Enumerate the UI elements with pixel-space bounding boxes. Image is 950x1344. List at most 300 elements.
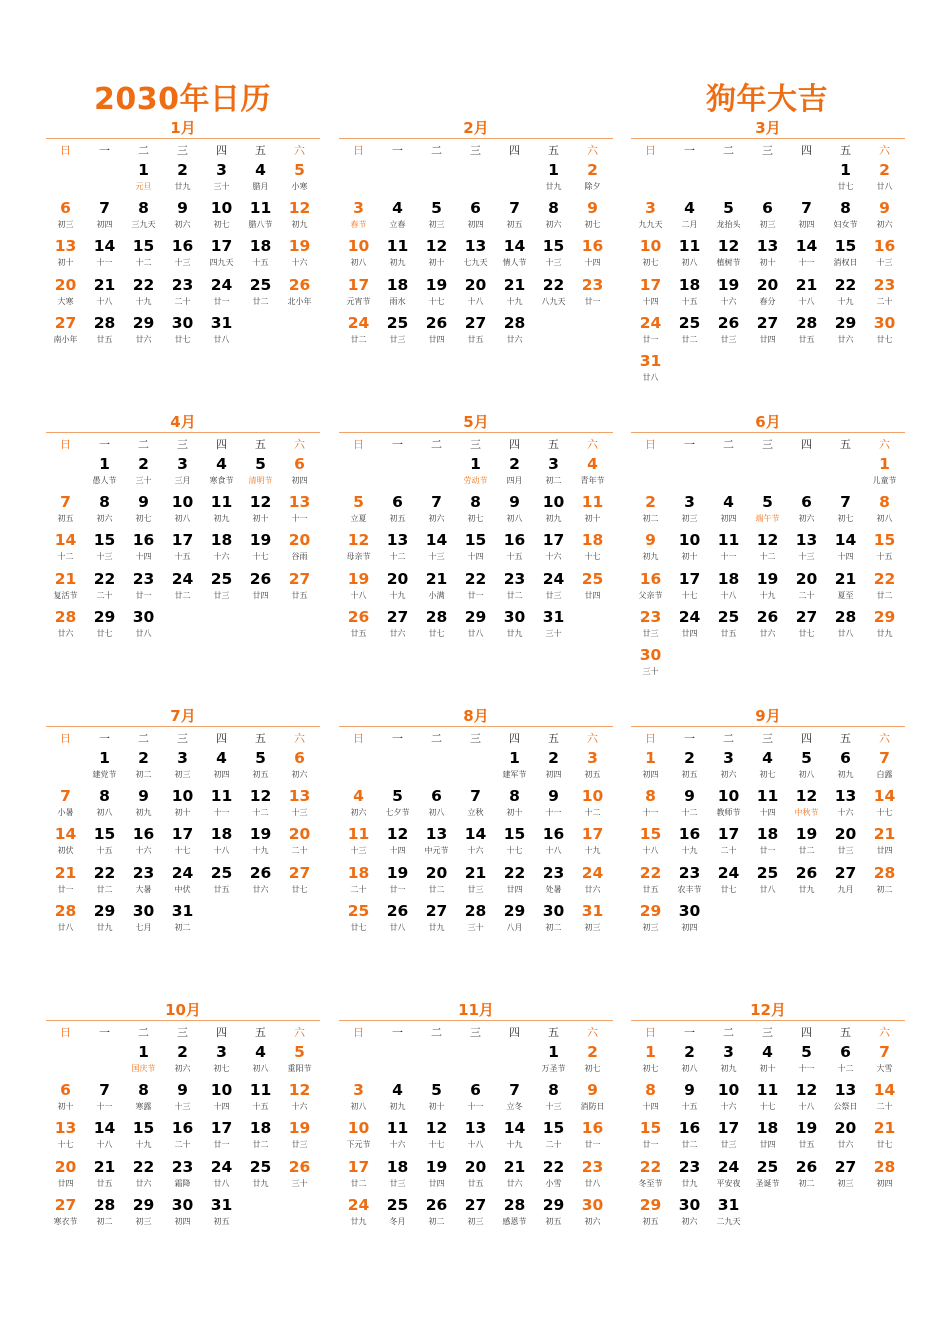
- day-number: 23: [678, 1157, 701, 1176]
- lunar-label: 初七: [135, 514, 152, 524]
- day-number: 10: [581, 787, 604, 806]
- day-number: 4: [255, 161, 266, 179]
- day-number: 17: [717, 825, 740, 844]
- day-number: 27: [464, 1195, 487, 1214]
- day-number: 7: [60, 493, 71, 512]
- day-cell: [826, 863, 865, 901]
- day-cell: [631, 351, 670, 389]
- day-number: 13: [54, 1119, 77, 1138]
- lunar-label: 初十: [174, 808, 191, 818]
- day-number: 6: [294, 749, 305, 767]
- day-number: 5: [255, 749, 266, 767]
- day-cell: [573, 786, 612, 824]
- lunar-label: 廿二: [681, 334, 698, 344]
- lunar-label: 十三: [428, 552, 445, 562]
- day-number: 1: [840, 161, 851, 179]
- day-cell: [202, 1157, 241, 1195]
- lunar-label: 重阳节: [287, 1064, 312, 1073]
- month-5: [339, 412, 613, 645]
- day-number: 16: [542, 825, 565, 844]
- weekday-label: 日: [353, 144, 364, 157]
- weekday-label: 三: [177, 438, 188, 451]
- lunar-label: 九月: [837, 884, 854, 894]
- day-cell: [748, 824, 787, 862]
- day-number: 17: [171, 825, 194, 844]
- weekday-header: [631, 730, 905, 748]
- day-number: 22: [542, 1157, 565, 1176]
- lunar-label: 元旦: [135, 182, 152, 191]
- day-cell: [456, 1157, 495, 1195]
- weekday-label: 一: [99, 144, 110, 157]
- lunar-label: 十九: [759, 590, 776, 600]
- lunar-label: 初八: [876, 514, 893, 524]
- lunar-label: 三十: [135, 476, 152, 485]
- day-number: 27: [54, 1195, 77, 1214]
- day-number: 26: [717, 313, 740, 332]
- day-cell: [456, 454, 495, 492]
- empty-cell: [417, 748, 456, 786]
- lunar-label: 廿六: [389, 628, 406, 638]
- day-number: 2: [138, 455, 149, 473]
- day-cell: [787, 1118, 826, 1156]
- day-cell: [417, 901, 456, 939]
- empty-cell: [709, 454, 748, 492]
- lunar-label: 雨水: [389, 296, 406, 306]
- lunar-label: 十四: [584, 258, 601, 268]
- day-number: 18: [756, 1119, 779, 1138]
- lunar-label: 初八: [350, 258, 367, 268]
- lunar-label: 建军节: [502, 770, 527, 779]
- lunar-label: 廿四: [428, 334, 445, 344]
- lunar-label: 十三: [174, 1102, 191, 1112]
- lunar-label: 廿九: [876, 628, 893, 638]
- day-number: 23: [581, 275, 604, 294]
- day-number: 14: [93, 1119, 116, 1138]
- day-number: 16: [873, 237, 896, 256]
- lunar-label: 建党节: [92, 770, 117, 779]
- day-cell: [631, 901, 670, 939]
- day-cell: [787, 530, 826, 568]
- day-number: 18: [210, 825, 233, 844]
- day-number: 13: [54, 237, 77, 256]
- day-number: 29: [503, 901, 526, 920]
- day-number: 29: [93, 607, 116, 626]
- weekday-label: 三: [762, 438, 773, 451]
- day-cell: [202, 863, 241, 901]
- day-cell: [124, 569, 163, 607]
- day-cell: [534, 275, 573, 313]
- lunar-label: 消防日: [580, 1102, 605, 1112]
- day-number: 14: [54, 825, 77, 844]
- lunar-label: 廿四: [252, 590, 269, 600]
- lunar-label: 廿三: [291, 1140, 308, 1150]
- day-cell: [670, 275, 709, 313]
- day-cell: [495, 454, 534, 492]
- day-number: 15: [93, 531, 116, 550]
- lunar-label: 廿五: [350, 628, 367, 638]
- weekday-label: 二: [138, 438, 149, 451]
- day-number: 19: [425, 275, 448, 294]
- day-number: 4: [392, 199, 403, 218]
- day-cell: [163, 748, 202, 786]
- lunar-label: 廿四: [681, 628, 698, 638]
- day-grid: [631, 454, 905, 683]
- lunar-label: 春分: [759, 296, 776, 306]
- day-number: 6: [762, 199, 773, 218]
- day-number: 2: [684, 1043, 695, 1061]
- lunar-label: 初九: [291, 220, 308, 230]
- lunar-label: 十七: [428, 1140, 445, 1150]
- day-cell: [631, 1080, 670, 1118]
- day-number: 6: [470, 199, 481, 218]
- day-cell: [865, 786, 904, 824]
- day-cell: [202, 492, 241, 530]
- day-cell: [573, 901, 612, 939]
- weekday-label: 日: [645, 732, 656, 745]
- day-number: 15: [639, 1119, 662, 1138]
- day-cell: [495, 1080, 534, 1118]
- day-cell: [456, 492, 495, 530]
- weekday-label: 四: [509, 438, 520, 451]
- day-cell: [709, 313, 748, 351]
- day-cell: [495, 786, 534, 824]
- day-number: 20: [54, 1157, 77, 1176]
- lunar-label: 初四: [720, 514, 737, 524]
- day-cell: [748, 198, 787, 236]
- day-number: 14: [873, 1081, 896, 1100]
- lunar-label: 中元节: [424, 846, 449, 856]
- day-grid: [339, 160, 613, 351]
- day-cell: [280, 824, 319, 862]
- lunar-label: 初三: [174, 770, 191, 779]
- day-number: 23: [503, 569, 526, 588]
- day-number: 23: [132, 863, 155, 882]
- day-cell: [202, 824, 241, 862]
- day-cell: [748, 1157, 787, 1195]
- day-cell: [417, 1157, 456, 1195]
- day-cell: [124, 1080, 163, 1118]
- day-number: 26: [249, 863, 272, 882]
- lunar-label: 十九: [506, 1140, 523, 1150]
- day-number: 27: [756, 313, 779, 332]
- day-cell: [573, 1157, 612, 1195]
- lunar-label: 廿五: [213, 884, 230, 894]
- day-number: 4: [762, 749, 773, 767]
- empty-cell: [456, 748, 495, 786]
- lunar-label: 小雪: [545, 1178, 562, 1188]
- lunar-label: 初八: [252, 1064, 269, 1073]
- day-cell: [339, 901, 378, 939]
- day-cell: [573, 275, 612, 313]
- day-cell: [495, 530, 534, 568]
- day-number: 13: [795, 531, 818, 550]
- month-name: 10月: [165, 1001, 201, 1019]
- weekday-label: 日: [60, 1026, 71, 1039]
- day-cell: [46, 313, 85, 351]
- lunar-label: 三十: [642, 666, 659, 676]
- empty-cell: [709, 160, 748, 198]
- day-number: 18: [249, 237, 272, 256]
- day-cell: [631, 1118, 670, 1156]
- lunar-label: 初六: [798, 514, 815, 524]
- day-cell: [124, 607, 163, 645]
- lunar-label: 廿九: [506, 628, 523, 638]
- day-cell: [495, 569, 534, 607]
- day-number: 1: [138, 161, 149, 179]
- lunar-label: 廿八: [467, 628, 484, 638]
- empty-cell: [456, 1042, 495, 1080]
- day-number: 19: [425, 1157, 448, 1176]
- lunar-label: 二十: [798, 590, 815, 600]
- day-number: 20: [834, 825, 857, 844]
- weekday-label: 五: [255, 1026, 266, 1039]
- day-number: 4: [587, 455, 598, 473]
- day-grid: [46, 454, 320, 645]
- day-cell: [378, 569, 417, 607]
- day-cell: [787, 569, 826, 607]
- day-cell: [865, 530, 904, 568]
- day-cell: [709, 863, 748, 901]
- day-cell: [417, 530, 456, 568]
- lunar-label: 十八: [350, 590, 367, 600]
- day-cell: [241, 198, 280, 236]
- day-grid: [631, 1042, 905, 1233]
- day-number: 12: [795, 1081, 818, 1100]
- weekday-label: 四: [801, 438, 812, 451]
- lunar-label: 十五: [174, 552, 191, 562]
- day-cell: [46, 530, 85, 568]
- day-cell: [534, 530, 573, 568]
- lunar-label: 廿七: [798, 628, 815, 638]
- lunar-label: 十三: [96, 552, 113, 562]
- day-number: 3: [684, 493, 695, 512]
- lunar-label: 廿八: [213, 334, 230, 344]
- day-number: 22: [834, 275, 857, 294]
- lunar-label: 初十: [428, 1102, 445, 1112]
- lunar-label: 初七: [213, 1064, 230, 1073]
- day-number: 13: [834, 1081, 857, 1100]
- day-cell: [241, 160, 280, 198]
- lunar-label: 十一: [798, 258, 815, 268]
- lunar-label: 廿六: [506, 1178, 523, 1188]
- day-cell: [670, 492, 709, 530]
- day-cell: [124, 786, 163, 824]
- lunar-label: 廿一: [584, 1140, 601, 1150]
- lunar-label: 廿四: [759, 1140, 776, 1150]
- month-divider: [46, 432, 320, 433]
- lunar-label: 廿二: [350, 1178, 367, 1188]
- day-number: 16: [171, 1119, 194, 1138]
- lunar-label: 廿七: [837, 182, 854, 191]
- lunar-label: 九九天: [638, 220, 663, 230]
- lunar-label: 廿六: [584, 884, 601, 894]
- day-number: 4: [255, 1043, 266, 1061]
- day-cell: [748, 1118, 787, 1156]
- day-cell: [456, 1080, 495, 1118]
- day-cell: [163, 824, 202, 862]
- day-cell: [573, 748, 612, 786]
- day-cell: [417, 492, 456, 530]
- weekday-label: 一: [684, 438, 695, 451]
- day-number: 31: [210, 313, 233, 332]
- day-number: 4: [216, 455, 227, 473]
- weekday-label: 四: [216, 144, 227, 157]
- day-number: 30: [132, 607, 155, 626]
- day-cell: [46, 607, 85, 645]
- weekday-label: 六: [587, 1026, 598, 1039]
- month-1: [46, 118, 320, 351]
- lunar-label: 十一: [642, 808, 659, 818]
- day-cell: [670, 1042, 709, 1080]
- month-name: 4月: [170, 413, 196, 431]
- day-cell: [709, 236, 748, 274]
- day-cell: [748, 236, 787, 274]
- lunar-label: 廿七: [428, 628, 445, 638]
- lunar-label: 廿一: [759, 846, 776, 856]
- day-number: 25: [717, 607, 740, 626]
- day-number: 9: [684, 787, 695, 806]
- day-cell: [748, 313, 787, 351]
- day-number: 17: [347, 1157, 370, 1176]
- day-number: 5: [801, 1043, 812, 1061]
- weekday-label: 五: [548, 438, 559, 451]
- lunar-label: 初二: [545, 476, 562, 485]
- lunar-label: 初五: [545, 1216, 562, 1226]
- lunar-label: 十三: [876, 258, 893, 268]
- day-cell: [826, 160, 865, 198]
- weekday-label: 四: [801, 144, 812, 157]
- day-number: 2: [684, 749, 695, 767]
- day-cell: [709, 786, 748, 824]
- day-cell: [826, 569, 865, 607]
- weekday-label: 四: [801, 1026, 812, 1039]
- day-cell: [826, 313, 865, 351]
- day-number: 8: [645, 1081, 656, 1100]
- weekday-label: 三: [470, 144, 481, 157]
- day-number: 20: [464, 1157, 487, 1176]
- lunar-label: 廿二: [798, 846, 815, 856]
- day-number: 22: [873, 569, 896, 588]
- lunar-label: 小暑: [57, 808, 74, 818]
- lunar-label: 十二: [389, 552, 406, 562]
- day-cell: [163, 454, 202, 492]
- day-number: 16: [678, 825, 701, 844]
- day-cell: [339, 569, 378, 607]
- day-number: 8: [99, 787, 110, 806]
- lunar-label: 十二: [681, 808, 698, 818]
- lunar-label: 初三: [135, 1216, 152, 1226]
- lunar-label: 十六: [720, 296, 737, 306]
- day-cell: [85, 492, 124, 530]
- day-number: 7: [509, 1081, 520, 1100]
- day-cell: [534, 607, 573, 645]
- day-cell: [495, 236, 534, 274]
- lunar-label: 廿八: [135, 628, 152, 638]
- lunar-label: 廿八: [642, 372, 659, 382]
- lunar-label: 廿四: [876, 846, 893, 856]
- day-cell: [787, 607, 826, 645]
- day-cell: [787, 1157, 826, 1195]
- empty-cell: [85, 160, 124, 198]
- weekday-header: [339, 436, 613, 454]
- day-number: 14: [425, 531, 448, 550]
- day-cell: [534, 160, 573, 198]
- day-number: 22: [639, 1157, 662, 1176]
- day-number: 12: [756, 531, 779, 550]
- day-number: 29: [834, 313, 857, 332]
- lunar-label: 十六: [291, 1102, 308, 1112]
- day-grid: [46, 160, 320, 351]
- lunar-label: 廿七: [291, 884, 308, 894]
- day-cell: [46, 236, 85, 274]
- lunar-label: 十三: [350, 846, 367, 856]
- day-number: 26: [288, 275, 311, 294]
- weekday-label: 三: [762, 144, 773, 157]
- lunar-label: 十七: [759, 1102, 776, 1112]
- day-number: 30: [171, 1195, 194, 1214]
- lunar-label: 初七: [584, 220, 601, 230]
- lunar-label: 十八: [213, 846, 230, 856]
- month-name: 8月: [463, 707, 489, 725]
- day-cell: [163, 1080, 202, 1118]
- day-number: 5: [801, 749, 812, 767]
- day-cell: [46, 569, 85, 607]
- day-number: 12: [347, 531, 370, 550]
- day-cell: [339, 1157, 378, 1195]
- day-cell: [417, 1080, 456, 1118]
- day-number: 10: [639, 237, 662, 256]
- lunar-label: 初六: [174, 220, 191, 230]
- lunar-label: 廿五: [96, 334, 113, 344]
- lunar-label: 廿一: [467, 590, 484, 600]
- day-number: 7: [879, 1043, 890, 1061]
- day-cell: [709, 607, 748, 645]
- day-cell: [46, 198, 85, 236]
- empty-cell: [826, 454, 865, 492]
- lunar-label: 初四: [96, 220, 113, 230]
- day-cell: [202, 313, 241, 351]
- day-grid: [46, 748, 320, 939]
- empty-cell: [787, 454, 826, 492]
- weekday-label: 二: [138, 732, 149, 745]
- calendar-title: 2030年日历: [94, 82, 271, 117]
- day-cell: [534, 236, 573, 274]
- lunar-label: 初四: [467, 220, 484, 230]
- lunar-label: 霜降: [174, 1178, 191, 1188]
- day-cell: [631, 786, 670, 824]
- day-number: 4: [353, 787, 364, 806]
- day-number: 29: [93, 901, 116, 920]
- lunar-label: 三十: [467, 922, 484, 932]
- day-number: 28: [873, 863, 896, 882]
- empty-cell: [85, 1042, 124, 1080]
- weekday-label: 一: [99, 438, 110, 451]
- lunar-label: 廿一: [213, 1140, 230, 1150]
- lunar-label: 初八: [350, 1102, 367, 1112]
- day-cell: [339, 492, 378, 530]
- day-cell: [46, 1157, 85, 1195]
- day-cell: [495, 492, 534, 530]
- lunar-label: 三十: [213, 182, 230, 191]
- day-number: 9: [548, 787, 559, 806]
- lunar-label: 二十: [720, 846, 737, 856]
- day-cell: [85, 530, 124, 568]
- day-cell: [163, 1042, 202, 1080]
- lunar-label: 二九天: [716, 1216, 741, 1226]
- day-cell: [85, 198, 124, 236]
- weekday-label: 日: [353, 438, 364, 451]
- day-number: 19: [386, 863, 409, 882]
